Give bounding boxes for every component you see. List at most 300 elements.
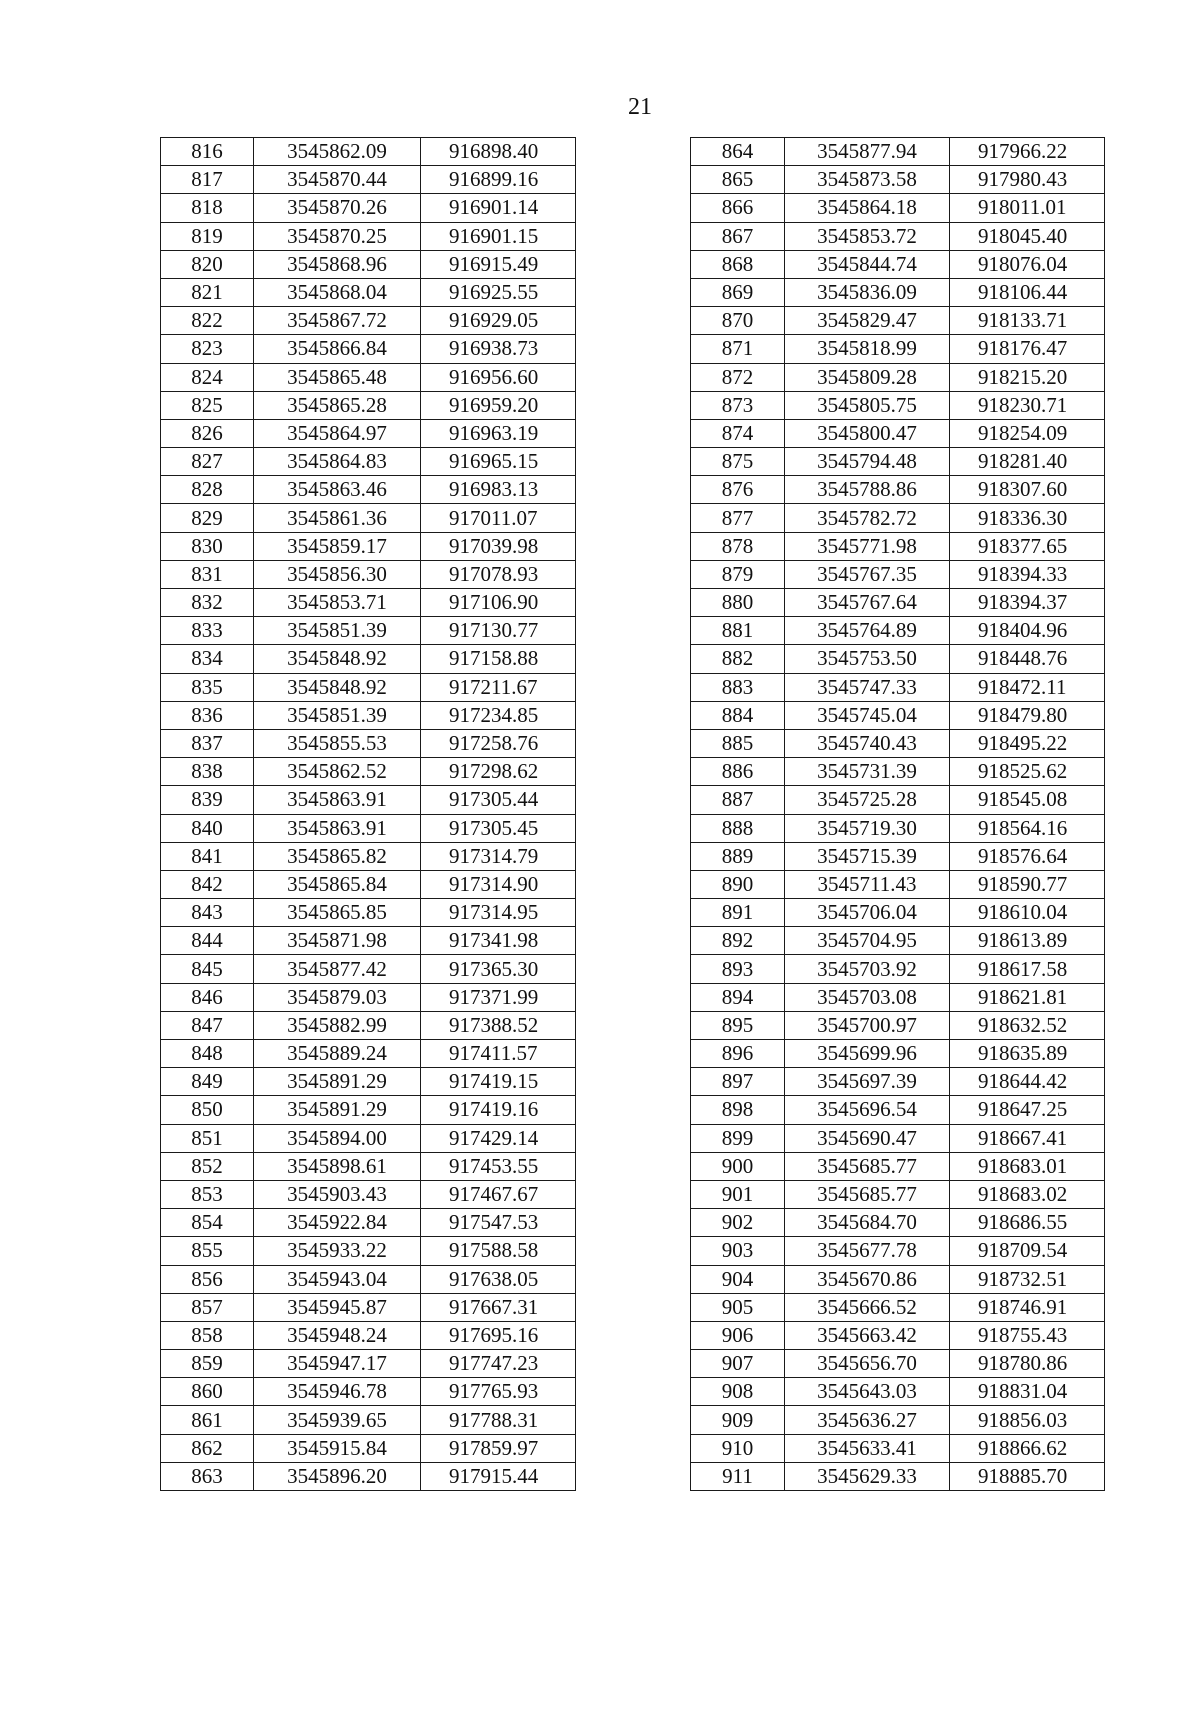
table-row — [161, 617, 576, 645]
y-coordinate-cell: 917419.16 — [421, 1096, 576, 1124]
x-coordinate-cell: 3545629.33 — [785, 1462, 950, 1490]
point-number-cell: 874 — [691, 419, 785, 447]
table-row — [161, 814, 576, 842]
table-row — [691, 617, 1105, 645]
y-coordinate-cell: 917078.93 — [421, 560, 576, 588]
x-coordinate-cell: 3545704.95 — [785, 927, 950, 955]
table-row — [161, 927, 576, 955]
y-coordinate-cell: 918621.81 — [950, 983, 1105, 1011]
point-number-cell: 892 — [691, 927, 785, 955]
y-coordinate-cell: 916899.16 — [421, 166, 576, 194]
y-coordinate-cell: 917314.90 — [421, 870, 576, 898]
table-row — [161, 250, 576, 278]
y-coordinate-cell: 918576.64 — [950, 842, 1105, 870]
y-coordinate-cell: 918495.22 — [950, 729, 1105, 757]
point-number-cell: 899 — [691, 1124, 785, 1152]
point-number-cell: 896 — [691, 1040, 785, 1068]
table-row — [691, 814, 1105, 842]
table-row — [691, 645, 1105, 673]
point-number-cell: 845 — [161, 955, 254, 983]
point-number-cell: 831 — [161, 560, 254, 588]
y-coordinate-cell: 918525.62 — [950, 758, 1105, 786]
table-row — [691, 166, 1105, 194]
x-coordinate-cell: 3545867.72 — [254, 307, 421, 335]
x-coordinate-cell: 3545663.42 — [785, 1321, 950, 1349]
x-coordinate-cell: 3545863.91 — [254, 786, 421, 814]
point-number-cell: 839 — [161, 786, 254, 814]
x-coordinate-cell: 3545873.58 — [785, 166, 950, 194]
x-coordinate-cell: 3545731.39 — [785, 758, 950, 786]
y-coordinate-cell: 918647.25 — [950, 1096, 1105, 1124]
x-coordinate-cell: 3545922.84 — [254, 1209, 421, 1237]
table-row — [161, 673, 576, 701]
table-row — [691, 1152, 1105, 1180]
point-number-cell: 818 — [161, 194, 254, 222]
y-coordinate-cell: 918635.89 — [950, 1040, 1105, 1068]
y-coordinate-cell: 916915.49 — [421, 250, 576, 278]
y-coordinate-cell: 918755.43 — [950, 1321, 1105, 1349]
point-number-cell: 830 — [161, 532, 254, 560]
table-row — [691, 391, 1105, 419]
y-coordinate-cell: 917547.53 — [421, 1209, 576, 1237]
point-number-cell: 835 — [161, 673, 254, 701]
table-row — [161, 1237, 576, 1265]
table-row — [691, 1011, 1105, 1039]
point-number-cell: 855 — [161, 1237, 254, 1265]
y-coordinate-cell: 918644.42 — [950, 1068, 1105, 1096]
y-coordinate-cell: 916956.60 — [421, 363, 576, 391]
point-number-cell: 893 — [691, 955, 785, 983]
y-coordinate-cell: 918230.71 — [950, 391, 1105, 419]
y-coordinate-cell: 917966.22 — [950, 138, 1105, 166]
table-row — [161, 1293, 576, 1321]
y-coordinate-cell: 918613.89 — [950, 927, 1105, 955]
y-coordinate-cell: 917039.98 — [421, 532, 576, 560]
table-row — [161, 532, 576, 560]
table-row — [691, 1434, 1105, 1462]
point-number-cell: 842 — [161, 870, 254, 898]
y-coordinate-cell: 918732.51 — [950, 1265, 1105, 1293]
x-coordinate-cell: 3545818.99 — [785, 335, 950, 363]
table-row — [691, 1124, 1105, 1152]
point-number-cell: 870 — [691, 307, 785, 335]
point-number-cell: 849 — [161, 1068, 254, 1096]
table-row — [691, 1378, 1105, 1406]
table-row — [161, 701, 576, 729]
x-coordinate-cell: 3545747.33 — [785, 673, 950, 701]
x-coordinate-cell: 3545844.74 — [785, 250, 950, 278]
point-number-cell: 863 — [161, 1462, 254, 1490]
x-coordinate-cell: 3545690.47 — [785, 1124, 950, 1152]
point-number-cell: 850 — [161, 1096, 254, 1124]
table-row — [161, 138, 576, 166]
table-row — [161, 166, 576, 194]
table-row — [691, 899, 1105, 927]
y-coordinate-cell: 917130.77 — [421, 617, 576, 645]
y-coordinate-cell: 917211.67 — [421, 673, 576, 701]
point-number-cell: 824 — [161, 363, 254, 391]
point-number-cell: 884 — [691, 701, 785, 729]
point-number-cell: 907 — [691, 1350, 785, 1378]
table-row — [691, 448, 1105, 476]
x-coordinate-cell: 3545879.03 — [254, 983, 421, 1011]
table-row — [691, 1209, 1105, 1237]
point-number-cell: 911 — [691, 1462, 785, 1490]
y-coordinate-cell: 918856.03 — [950, 1406, 1105, 1434]
point-number-cell: 898 — [691, 1096, 785, 1124]
point-number-cell: 821 — [161, 278, 254, 306]
table-row — [691, 1321, 1105, 1349]
y-coordinate-cell: 918709.54 — [950, 1237, 1105, 1265]
y-coordinate-cell: 918590.77 — [950, 870, 1105, 898]
y-coordinate-cell: 918683.02 — [950, 1180, 1105, 1208]
table-row — [691, 1180, 1105, 1208]
table-row — [691, 532, 1105, 560]
table-row — [161, 335, 576, 363]
y-coordinate-cell: 918831.04 — [950, 1378, 1105, 1406]
y-coordinate-cell: 918281.40 — [950, 448, 1105, 476]
table-row — [691, 250, 1105, 278]
x-coordinate-cell: 3545903.43 — [254, 1180, 421, 1208]
page-number: 21 — [628, 94, 652, 120]
y-coordinate-cell: 918545.08 — [950, 786, 1105, 814]
point-number-cell: 876 — [691, 476, 785, 504]
x-coordinate-cell: 3545866.84 — [254, 335, 421, 363]
point-number-cell: 859 — [161, 1350, 254, 1378]
table-row — [691, 786, 1105, 814]
table-row — [161, 1406, 576, 1434]
x-coordinate-cell: 3545851.39 — [254, 617, 421, 645]
y-coordinate-cell: 918176.47 — [950, 335, 1105, 363]
table-row — [161, 1011, 576, 1039]
point-number-cell: 894 — [691, 983, 785, 1011]
x-coordinate-cell: 3545863.91 — [254, 814, 421, 842]
x-coordinate-cell: 3545851.39 — [254, 701, 421, 729]
table-row — [161, 363, 576, 391]
table-row — [691, 870, 1105, 898]
table-row — [161, 307, 576, 335]
table-row — [161, 278, 576, 306]
point-number-cell: 882 — [691, 645, 785, 673]
x-coordinate-cell: 3545697.39 — [785, 1068, 950, 1096]
point-number-cell: 856 — [161, 1265, 254, 1293]
y-coordinate-cell: 916901.14 — [421, 194, 576, 222]
point-number-cell: 873 — [691, 391, 785, 419]
point-number-cell: 828 — [161, 476, 254, 504]
point-number-cell: 900 — [691, 1152, 785, 1180]
table-row — [161, 729, 576, 757]
point-number-cell: 860 — [161, 1378, 254, 1406]
table-row — [161, 1462, 576, 1490]
table-row — [161, 1321, 576, 1349]
x-coordinate-cell: 3545636.27 — [785, 1406, 950, 1434]
point-number-cell: 851 — [161, 1124, 254, 1152]
point-number-cell: 840 — [161, 814, 254, 842]
table-row — [161, 504, 576, 532]
point-number-cell: 825 — [161, 391, 254, 419]
point-number-cell: 909 — [691, 1406, 785, 1434]
x-coordinate-cell: 3545863.46 — [254, 476, 421, 504]
y-coordinate-cell: 917411.57 — [421, 1040, 576, 1068]
x-coordinate-cell: 3545862.09 — [254, 138, 421, 166]
y-coordinate-cell: 917011.07 — [421, 504, 576, 532]
x-coordinate-cell: 3545685.77 — [785, 1152, 950, 1180]
x-coordinate-cell: 3545853.71 — [254, 589, 421, 617]
x-coordinate-cell: 3545771.98 — [785, 532, 950, 560]
x-coordinate-cell: 3545643.03 — [785, 1378, 950, 1406]
point-number-cell: 829 — [161, 504, 254, 532]
y-coordinate-cell: 917747.23 — [421, 1350, 576, 1378]
point-number-cell: 864 — [691, 138, 785, 166]
y-coordinate-cell: 916925.55 — [421, 278, 576, 306]
x-coordinate-cell: 3545764.89 — [785, 617, 950, 645]
y-coordinate-cell: 918106.44 — [950, 278, 1105, 306]
y-coordinate-cell: 917371.99 — [421, 983, 576, 1011]
x-coordinate-cell: 3545865.82 — [254, 842, 421, 870]
table-row — [161, 955, 576, 983]
x-coordinate-cell: 3545684.70 — [785, 1209, 950, 1237]
x-coordinate-cell: 3545788.86 — [785, 476, 950, 504]
point-number-cell: 853 — [161, 1180, 254, 1208]
point-number-cell: 833 — [161, 617, 254, 645]
point-number-cell: 844 — [161, 927, 254, 955]
x-coordinate-cell: 3545715.39 — [785, 842, 950, 870]
table-row — [691, 1096, 1105, 1124]
y-coordinate-cell: 917588.58 — [421, 1237, 576, 1265]
x-coordinate-cell: 3545945.87 — [254, 1293, 421, 1321]
point-number-cell: 871 — [691, 335, 785, 363]
table-row — [691, 194, 1105, 222]
table-row — [161, 1068, 576, 1096]
x-coordinate-cell: 3545889.24 — [254, 1040, 421, 1068]
x-coordinate-cell: 3545861.36 — [254, 504, 421, 532]
point-number-cell: 858 — [161, 1321, 254, 1349]
table-row — [161, 1378, 576, 1406]
table-row — [691, 673, 1105, 701]
x-coordinate-cell: 3545864.97 — [254, 419, 421, 447]
y-coordinate-cell: 918866.62 — [950, 1434, 1105, 1462]
x-coordinate-cell: 3545939.65 — [254, 1406, 421, 1434]
point-number-cell: 826 — [161, 419, 254, 447]
y-coordinate-cell: 916938.73 — [421, 335, 576, 363]
point-number-cell: 848 — [161, 1040, 254, 1068]
y-coordinate-cell: 918683.01 — [950, 1152, 1105, 1180]
point-number-cell: 895 — [691, 1011, 785, 1039]
table-row — [161, 1180, 576, 1208]
point-number-cell: 868 — [691, 250, 785, 278]
y-coordinate-cell: 917638.05 — [421, 1265, 576, 1293]
point-number-cell: 901 — [691, 1180, 785, 1208]
table-row — [161, 983, 576, 1011]
x-coordinate-cell: 3545865.28 — [254, 391, 421, 419]
y-coordinate-cell: 918336.30 — [950, 504, 1105, 532]
point-number-cell: 857 — [161, 1293, 254, 1321]
y-coordinate-cell: 917298.62 — [421, 758, 576, 786]
table-row — [691, 476, 1105, 504]
x-coordinate-cell: 3545848.92 — [254, 673, 421, 701]
point-number-cell: 834 — [161, 645, 254, 673]
table-row — [691, 504, 1105, 532]
x-coordinate-cell: 3545836.09 — [785, 278, 950, 306]
x-coordinate-cell: 3545700.97 — [785, 1011, 950, 1039]
table-row — [691, 1265, 1105, 1293]
table-row — [691, 758, 1105, 786]
point-number-cell: 827 — [161, 448, 254, 476]
point-number-cell: 847 — [161, 1011, 254, 1039]
table-row — [691, 729, 1105, 757]
point-number-cell: 910 — [691, 1434, 785, 1462]
x-coordinate-cell: 3545670.86 — [785, 1265, 950, 1293]
x-coordinate-cell: 3545864.18 — [785, 194, 950, 222]
y-coordinate-cell: 918610.04 — [950, 899, 1105, 927]
y-coordinate-cell: 918564.16 — [950, 814, 1105, 842]
x-coordinate-cell: 3545719.30 — [785, 814, 950, 842]
y-coordinate-cell: 917314.79 — [421, 842, 576, 870]
y-coordinate-cell: 918686.55 — [950, 1209, 1105, 1237]
y-coordinate-cell: 917234.85 — [421, 701, 576, 729]
x-coordinate-cell: 3545877.42 — [254, 955, 421, 983]
point-number-cell: 886 — [691, 758, 785, 786]
table-row — [691, 363, 1105, 391]
x-coordinate-cell: 3545767.35 — [785, 560, 950, 588]
y-coordinate-cell: 917365.30 — [421, 955, 576, 983]
point-number-cell: 846 — [161, 983, 254, 1011]
y-coordinate-cell: 918617.58 — [950, 955, 1105, 983]
table-row — [691, 222, 1105, 250]
x-coordinate-cell: 3545871.98 — [254, 927, 421, 955]
point-number-cell: 889 — [691, 842, 785, 870]
point-number-cell: 906 — [691, 1321, 785, 1349]
point-number-cell: 881 — [691, 617, 785, 645]
y-coordinate-cell: 918632.52 — [950, 1011, 1105, 1039]
y-coordinate-cell: 916898.40 — [421, 138, 576, 166]
table-row — [161, 391, 576, 419]
table-row — [161, 1040, 576, 1068]
y-coordinate-cell: 917915.44 — [421, 1462, 576, 1490]
x-coordinate-cell: 3545725.28 — [785, 786, 950, 814]
point-number-cell: 816 — [161, 138, 254, 166]
point-number-cell: 897 — [691, 1068, 785, 1096]
point-number-cell: 890 — [691, 870, 785, 898]
x-coordinate-cell: 3545782.72 — [785, 504, 950, 532]
point-number-cell: 902 — [691, 1209, 785, 1237]
y-coordinate-cell: 916901.15 — [421, 222, 576, 250]
y-coordinate-cell: 917419.15 — [421, 1068, 576, 1096]
y-coordinate-cell: 917305.44 — [421, 786, 576, 814]
y-coordinate-cell: 918472.11 — [950, 673, 1105, 701]
table-row — [691, 1040, 1105, 1068]
table-row — [161, 1124, 576, 1152]
point-number-cell: 838 — [161, 758, 254, 786]
y-coordinate-cell: 917106.90 — [421, 589, 576, 617]
x-coordinate-cell: 3545894.00 — [254, 1124, 421, 1152]
point-number-cell: 875 — [691, 448, 785, 476]
x-coordinate-cell: 3545711.43 — [785, 870, 950, 898]
table-row — [161, 560, 576, 588]
x-coordinate-cell: 3545870.25 — [254, 222, 421, 250]
point-number-cell: 819 — [161, 222, 254, 250]
point-number-cell: 866 — [691, 194, 785, 222]
x-coordinate-cell: 3545809.28 — [785, 363, 950, 391]
x-coordinate-cell: 3545853.72 — [785, 222, 950, 250]
point-number-cell: 867 — [691, 222, 785, 250]
x-coordinate-cell: 3545864.83 — [254, 448, 421, 476]
table-row — [691, 278, 1105, 306]
point-number-cell: 872 — [691, 363, 785, 391]
y-coordinate-cell: 918307.60 — [950, 476, 1105, 504]
point-number-cell: 869 — [691, 278, 785, 306]
point-number-cell: 832 — [161, 589, 254, 617]
x-coordinate-cell: 3545677.78 — [785, 1237, 950, 1265]
y-coordinate-cell: 918780.86 — [950, 1350, 1105, 1378]
table-row — [691, 138, 1105, 166]
x-coordinate-cell: 3545703.08 — [785, 983, 950, 1011]
x-coordinate-cell: 3545915.84 — [254, 1434, 421, 1462]
x-coordinate-cell: 3545805.75 — [785, 391, 950, 419]
y-coordinate-cell: 917453.55 — [421, 1152, 576, 1180]
y-coordinate-cell: 918254.09 — [950, 419, 1105, 447]
y-coordinate-cell: 917305.45 — [421, 814, 576, 842]
table-row — [691, 1350, 1105, 1378]
x-coordinate-cell: 3545947.17 — [254, 1350, 421, 1378]
x-coordinate-cell: 3545865.48 — [254, 363, 421, 391]
table-row — [691, 1237, 1105, 1265]
x-coordinate-cell: 3545753.50 — [785, 645, 950, 673]
x-coordinate-cell: 3545862.52 — [254, 758, 421, 786]
table-row — [691, 701, 1105, 729]
x-coordinate-cell: 3545865.84 — [254, 870, 421, 898]
point-number-cell: 822 — [161, 307, 254, 335]
x-coordinate-cell: 3545948.24 — [254, 1321, 421, 1349]
y-coordinate-cell: 917314.95 — [421, 899, 576, 927]
x-coordinate-cell: 3545870.26 — [254, 194, 421, 222]
y-coordinate-cell: 918746.91 — [950, 1293, 1105, 1321]
x-coordinate-cell: 3545877.94 — [785, 138, 950, 166]
y-coordinate-cell: 917429.14 — [421, 1124, 576, 1152]
coordinate-table-right — [690, 137, 1105, 1491]
x-coordinate-cell: 3545870.44 — [254, 166, 421, 194]
y-coordinate-cell: 916963.19 — [421, 419, 576, 447]
x-coordinate-cell: 3545767.64 — [785, 589, 950, 617]
point-number-cell: 904 — [691, 1265, 785, 1293]
x-coordinate-cell: 3545685.77 — [785, 1180, 950, 1208]
point-number-cell: 883 — [691, 673, 785, 701]
point-number-cell: 836 — [161, 701, 254, 729]
y-coordinate-cell: 918045.40 — [950, 222, 1105, 250]
y-coordinate-cell: 917765.93 — [421, 1378, 576, 1406]
x-coordinate-cell: 3545633.41 — [785, 1434, 950, 1462]
x-coordinate-cell: 3545891.29 — [254, 1068, 421, 1096]
x-coordinate-cell: 3545703.92 — [785, 955, 950, 983]
point-number-cell: 862 — [161, 1434, 254, 1462]
point-number-cell: 887 — [691, 786, 785, 814]
table-row — [161, 222, 576, 250]
y-coordinate-cell: 918377.65 — [950, 532, 1105, 560]
y-coordinate-cell: 916965.15 — [421, 448, 576, 476]
y-coordinate-cell: 918404.96 — [950, 617, 1105, 645]
point-number-cell: 820 — [161, 250, 254, 278]
point-number-cell: 879 — [691, 560, 785, 588]
x-coordinate-cell: 3545855.53 — [254, 729, 421, 757]
table-row — [691, 955, 1105, 983]
y-coordinate-cell: 917788.31 — [421, 1406, 576, 1434]
point-number-cell: 880 — [691, 589, 785, 617]
table-row — [161, 194, 576, 222]
x-coordinate-cell: 3545696.54 — [785, 1096, 950, 1124]
y-coordinate-cell: 917859.97 — [421, 1434, 576, 1462]
x-coordinate-cell: 3545856.30 — [254, 560, 421, 588]
table-row — [161, 589, 576, 617]
